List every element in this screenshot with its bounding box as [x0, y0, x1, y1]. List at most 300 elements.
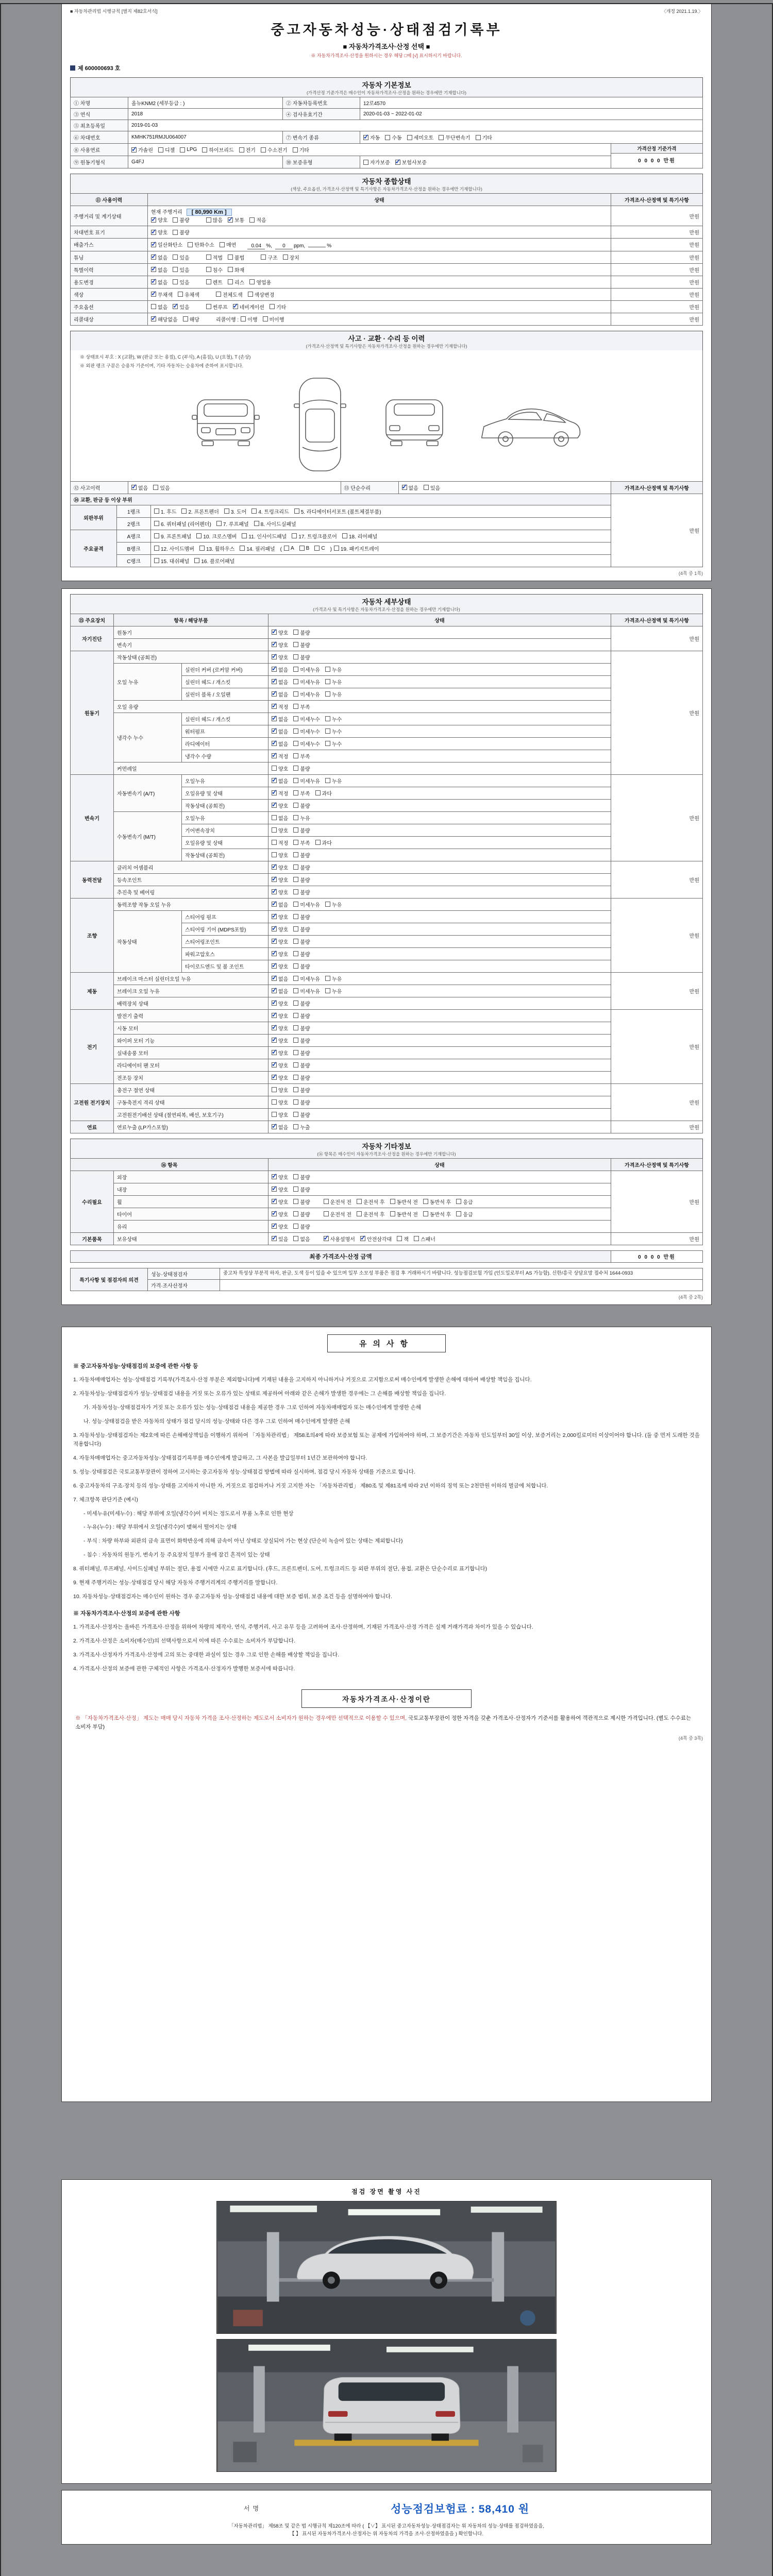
checkbox-option[interactable]	[357, 1210, 384, 1218]
checkbox-option[interactable]	[293, 863, 310, 871]
checkbox-option[interactable]	[293, 1024, 310, 1032]
checkbox-icon[interactable]	[251, 509, 257, 514]
checkbox-option[interactable]	[272, 1024, 288, 1032]
checkbox-option[interactable]	[293, 1012, 310, 1020]
checkbox-icon[interactable]	[293, 1199, 298, 1204]
checkbox-option[interactable]	[272, 1198, 288, 1206]
checkbox-option[interactable]	[293, 851, 310, 859]
checkbox-option[interactable]	[151, 291, 173, 298]
checkbox-icon[interactable]	[293, 642, 298, 647]
checkbox-checked-icon[interactable]	[131, 485, 137, 490]
checkbox-icon[interactable]	[325, 778, 330, 783]
checkbox-option[interactable]	[293, 802, 310, 809]
checkbox-icon[interactable]	[293, 815, 298, 820]
checkbox-checked-icon[interactable]	[402, 485, 407, 490]
checkbox-option[interactable]	[293, 653, 310, 661]
checkbox-checked-icon[interactable]	[272, 963, 277, 969]
checkbox-icon[interactable]	[206, 304, 211, 309]
checkbox-option[interactable]	[293, 826, 310, 834]
checkbox-option[interactable]	[272, 826, 288, 834]
checkbox-option[interactable]	[395, 158, 427, 166]
checkbox-icon[interactable]	[293, 679, 298, 684]
checkbox-icon[interactable]	[293, 1038, 298, 1043]
checkbox-icon[interactable]	[272, 1112, 277, 1117]
checkbox-icon[interactable]	[293, 840, 298, 845]
checkbox-option[interactable]	[261, 146, 288, 154]
checkbox-option[interactable]	[293, 1223, 310, 1230]
checkbox-checked-icon[interactable]	[272, 1062, 277, 1067]
checkbox-option[interactable]	[131, 146, 153, 154]
checkbox-checked-icon[interactable]	[151, 242, 156, 247]
checkbox-icon[interactable]	[293, 963, 298, 969]
checkbox-option[interactable]	[228, 216, 244, 224]
checkbox-icon[interactable]	[293, 741, 298, 746]
checkbox-icon[interactable]	[242, 533, 247, 538]
checkbox-checked-icon[interactable]	[151, 217, 156, 223]
checkbox-option[interactable]	[272, 789, 288, 797]
checkbox-checked-icon[interactable]	[272, 778, 277, 783]
checkbox-icon[interactable]	[325, 741, 330, 746]
checkbox-option[interactable]	[325, 777, 342, 785]
checkbox-option[interactable]	[293, 629, 310, 636]
checkbox-icon[interactable]	[206, 217, 211, 223]
checkbox-option[interactable]	[261, 253, 277, 261]
checkbox-icon[interactable]	[178, 292, 183, 297]
checkbox-option[interactable]	[293, 901, 320, 908]
checkbox-icon[interactable]	[202, 147, 207, 152]
checkbox-icon[interactable]	[342, 533, 347, 538]
checkbox-option[interactable]	[272, 777, 288, 785]
checkbox-icon[interactable]	[154, 533, 159, 538]
checkbox-option[interactable]	[178, 291, 199, 298]
checkbox-option[interactable]	[188, 241, 214, 248]
checkbox-option[interactable]	[180, 147, 197, 152]
checkbox-option[interactable]	[272, 876, 288, 884]
checkbox-option[interactable]	[390, 1210, 418, 1218]
checkbox-icon[interactable]	[293, 902, 298, 907]
checkbox-option[interactable]	[272, 1037, 288, 1044]
checkbox-checked-icon[interactable]	[272, 926, 277, 931]
checkbox-option[interactable]	[293, 777, 320, 785]
checkbox-option[interactable]	[315, 839, 332, 846]
checkbox-icon[interactable]	[173, 267, 178, 272]
checkbox-icon[interactable]	[423, 1199, 428, 1204]
checkbox-icon[interactable]	[357, 1199, 362, 1204]
checkbox-icon[interactable]	[293, 630, 298, 635]
checkbox-option[interactable]	[293, 641, 310, 649]
checkbox-option[interactable]	[228, 253, 244, 261]
checkbox-option[interactable]	[293, 913, 310, 921]
checkbox-checked-icon[interactable]	[272, 630, 277, 635]
checkbox-icon[interactable]	[272, 840, 277, 845]
checkbox-icon[interactable]	[272, 827, 277, 833]
checkbox-option[interactable]	[272, 727, 288, 735]
checkbox-icon[interactable]	[293, 1001, 298, 1006]
checkbox-icon[interactable]	[183, 316, 188, 321]
checkbox-option[interactable]	[272, 1111, 288, 1118]
checkbox-icon[interactable]	[154, 546, 159, 551]
checkbox-checked-icon[interactable]	[272, 1124, 277, 1129]
checkbox-option[interactable]	[293, 1049, 310, 1057]
checkbox-option[interactable]	[263, 315, 284, 323]
checkbox-checked-icon[interactable]	[151, 267, 156, 272]
checkbox-option[interactable]	[283, 253, 299, 261]
checkbox-option[interactable]	[314, 546, 325, 551]
checkbox-option[interactable]	[293, 1198, 310, 1206]
checkbox-icon[interactable]	[248, 292, 253, 297]
checkbox-icon[interactable]	[293, 1099, 298, 1105]
checkbox-icon[interactable]	[241, 316, 246, 321]
checkbox-icon[interactable]	[181, 509, 187, 514]
checkbox-icon[interactable]	[294, 509, 299, 514]
checkbox-option[interactable]	[173, 216, 189, 224]
checkbox-option[interactable]	[293, 666, 320, 673]
checkbox-option[interactable]	[272, 1012, 288, 1020]
checkbox-option[interactable]	[220, 241, 236, 248]
checkbox-icon[interactable]	[315, 790, 321, 795]
checkbox-checked-icon[interactable]	[272, 877, 277, 882]
checkbox-option[interactable]	[151, 278, 167, 286]
checkbox-checked-icon[interactable]	[272, 1013, 277, 1018]
checkbox-checked-icon[interactable]	[151, 230, 156, 235]
checkbox-checked-icon[interactable]	[272, 976, 277, 981]
checkbox-icon[interactable]	[390, 1211, 395, 1216]
checkbox-option[interactable]	[173, 278, 189, 286]
checkbox-option[interactable]	[173, 253, 189, 261]
checkbox-option[interactable]	[293, 999, 310, 1007]
checkbox-option[interactable]	[154, 507, 176, 515]
checkbox-option[interactable]	[293, 1123, 310, 1131]
checkbox-icon[interactable]	[261, 147, 266, 152]
checkbox-option[interactable]	[293, 1185, 310, 1193]
checkbox-icon[interactable]	[272, 766, 277, 771]
checkbox-icon[interactable]	[263, 316, 268, 321]
checkbox-option[interactable]	[439, 133, 470, 141]
checkbox-option[interactable]	[272, 765, 288, 772]
checkbox-option[interactable]	[248, 291, 275, 298]
checkbox-icon[interactable]	[158, 147, 163, 152]
checkbox-checked-icon[interactable]	[272, 654, 277, 659]
checkbox-icon[interactable]	[476, 135, 481, 140]
checkbox-option[interactable]	[154, 557, 189, 565]
checkbox-option[interactable]	[272, 752, 288, 760]
checkbox-icon[interactable]	[324, 1211, 329, 1216]
checkbox-option[interactable]	[293, 703, 310, 710]
checkbox-option[interactable]	[151, 315, 178, 323]
checkbox-icon[interactable]	[390, 1199, 395, 1204]
checkbox-option[interactable]	[206, 278, 223, 286]
checkbox-checked-icon[interactable]	[272, 988, 277, 993]
checkbox-option[interactable]	[294, 507, 381, 515]
checkbox-option[interactable]	[272, 1235, 288, 1243]
checkbox-option[interactable]	[293, 987, 320, 995]
checkbox-icon[interactable]	[407, 135, 412, 140]
checkbox-checked-icon[interactable]	[272, 939, 277, 944]
checkbox-option[interactable]	[293, 1111, 310, 1118]
checkbox-icon[interactable]	[293, 728, 298, 734]
checkbox-option[interactable]	[293, 938, 310, 945]
checkbox-checked-icon[interactable]	[272, 1211, 277, 1216]
checkbox-icon[interactable]	[357, 1211, 362, 1216]
checkbox-option[interactable]	[334, 545, 379, 552]
checkbox-option[interactable]	[216, 520, 249, 528]
checkbox-checked-icon[interactable]	[272, 865, 277, 870]
checkbox-icon[interactable]	[173, 230, 178, 235]
checkbox-option[interactable]	[151, 228, 167, 236]
checkbox-icon[interactable]	[153, 485, 158, 490]
checkbox-option[interactable]	[181, 507, 219, 515]
checkbox-option[interactable]	[272, 666, 288, 673]
checkbox-option[interactable]	[272, 802, 288, 809]
checkbox-icon[interactable]	[224, 509, 229, 514]
checkbox-option[interactable]	[325, 740, 342, 748]
checkbox-icon[interactable]	[325, 667, 330, 672]
checkbox-icon[interactable]	[283, 255, 288, 260]
checkbox-option[interactable]	[131, 484, 148, 492]
checkbox-icon[interactable]	[180, 147, 185, 152]
checkbox-option[interactable]	[293, 765, 310, 772]
checkbox-option[interactable]	[272, 1185, 288, 1193]
checkbox-checked-icon[interactable]	[272, 728, 277, 734]
checkbox-option[interactable]	[272, 987, 288, 995]
checkbox-option[interactable]	[272, 1223, 288, 1230]
checkbox-option[interactable]	[228, 278, 244, 286]
checkbox-icon[interactable]	[173, 255, 178, 260]
checkbox-icon[interactable]	[254, 521, 259, 526]
checkbox-option[interactable]	[254, 520, 296, 528]
checkbox-icon[interactable]	[293, 1124, 298, 1129]
checkbox-icon[interactable]	[293, 877, 298, 882]
checkbox-icon[interactable]	[325, 728, 330, 734]
checkbox-option[interactable]	[325, 727, 342, 735]
checkbox-option[interactable]	[272, 1086, 288, 1094]
checkbox-icon[interactable]	[199, 546, 205, 551]
checkbox-icon[interactable]	[293, 939, 298, 944]
checkbox-option[interactable]	[272, 888, 288, 896]
checkbox-icon[interactable]	[293, 914, 298, 919]
checkbox-option[interactable]	[154, 520, 211, 528]
checkbox-icon[interactable]	[206, 255, 211, 260]
checkbox-checked-icon[interactable]	[272, 704, 277, 709]
checkbox-option[interactable]	[272, 999, 288, 1007]
checkbox-checked-icon[interactable]	[173, 304, 178, 309]
checkbox-checked-icon[interactable]	[272, 914, 277, 919]
checkbox-icon[interactable]	[315, 840, 321, 845]
checkbox-option[interactable]	[173, 228, 189, 236]
checkbox-icon[interactable]	[293, 1013, 298, 1018]
checkbox-option[interactable]	[206, 266, 223, 274]
checkbox-icon[interactable]	[292, 533, 297, 538]
checkbox-checked-icon[interactable]	[272, 1224, 277, 1229]
checkbox-option[interactable]	[324, 1210, 351, 1218]
checkbox-checked-icon[interactable]	[272, 1187, 277, 1192]
checkbox-option[interactable]	[293, 1173, 310, 1181]
checkbox-option[interactable]	[206, 216, 223, 224]
checkbox-icon[interactable]	[293, 1087, 298, 1092]
checkbox-icon[interactable]	[325, 716, 330, 721]
checkbox-icon[interactable]	[228, 255, 233, 260]
checkbox-option[interactable]	[272, 641, 288, 649]
checkbox-option[interactable]	[292, 532, 337, 540]
checkbox-option[interactable]	[272, 1098, 288, 1106]
checkbox-checked-icon[interactable]	[272, 790, 277, 795]
checkbox-icon[interactable]	[314, 546, 320, 551]
checkbox-checked-icon[interactable]	[272, 803, 277, 808]
checkbox-checked-icon[interactable]	[272, 1050, 277, 1055]
checkbox-option[interactable]	[173, 266, 189, 274]
checkbox-checked-icon[interactable]	[272, 1038, 277, 1043]
checkbox-option[interactable]	[325, 666, 342, 673]
checkbox-checked-icon[interactable]	[272, 1199, 277, 1204]
checkbox-icon[interactable]	[414, 1236, 419, 1241]
checkbox-option[interactable]	[293, 1098, 310, 1106]
checkbox-option[interactable]	[325, 690, 342, 698]
checkbox-option[interactable]	[272, 629, 288, 636]
checkbox-icon[interactable]	[456, 1199, 461, 1204]
checkbox-icon[interactable]	[293, 667, 298, 672]
checkbox-option[interactable]	[272, 839, 288, 846]
checkbox-option[interactable]	[293, 839, 310, 846]
checkbox-icon[interactable]	[293, 827, 298, 833]
checkbox-option[interactable]	[272, 863, 288, 871]
checkbox-option[interactable]	[402, 484, 418, 492]
checkbox-checked-icon[interactable]	[324, 1236, 329, 1241]
checkbox-option[interactable]	[324, 1235, 355, 1243]
checkbox-icon[interactable]	[154, 558, 159, 563]
checkbox-option[interactable]	[293, 678, 320, 686]
checkbox-option[interactable]	[293, 1086, 310, 1094]
checkbox-checked-icon[interactable]	[233, 304, 238, 309]
checkbox-icon[interactable]	[334, 546, 339, 551]
checkbox-icon[interactable]	[293, 926, 298, 931]
checkbox-option[interactable]	[293, 752, 310, 760]
checkbox-option[interactable]	[153, 484, 170, 492]
checkbox-option[interactable]	[272, 740, 288, 748]
checkbox-checked-icon[interactable]	[131, 147, 137, 152]
checkbox-icon[interactable]	[220, 242, 225, 247]
checkbox-icon[interactable]	[293, 790, 298, 795]
checkbox-checked-icon[interactable]	[151, 279, 156, 284]
checkbox-checked-icon[interactable]	[363, 135, 368, 140]
checkbox-icon[interactable]	[228, 267, 233, 272]
checkbox-option[interactable]	[183, 315, 199, 323]
checkbox-option[interactable]	[424, 484, 440, 492]
checkbox-icon[interactable]	[439, 135, 444, 140]
checkbox-option[interactable]	[206, 253, 223, 261]
checkbox-option[interactable]	[196, 532, 237, 540]
checkbox-option[interactable]	[173, 303, 189, 311]
checkbox-icon[interactable]	[293, 1211, 298, 1216]
checkbox-option[interactable]	[414, 1235, 435, 1243]
checkbox-option[interactable]	[324, 1198, 351, 1206]
checkbox-icon[interactable]	[293, 852, 298, 857]
checkbox-option[interactable]	[423, 1198, 451, 1206]
checkbox-option[interactable]	[293, 962, 310, 970]
checkbox-checked-icon[interactable]	[151, 316, 156, 321]
checkbox-checked-icon[interactable]	[272, 642, 277, 647]
checkbox-icon[interactable]	[293, 766, 298, 771]
checkbox-icon[interactable]	[293, 1236, 298, 1241]
checkbox-option[interactable]	[293, 975, 320, 982]
checkbox-icon[interactable]	[293, 1224, 298, 1229]
checkbox-option[interactable]	[293, 740, 320, 748]
checkbox-icon[interactable]	[272, 1099, 277, 1105]
checkbox-icon[interactable]	[293, 951, 298, 956]
checkbox-option[interactable]	[272, 851, 288, 859]
checkbox-option[interactable]	[249, 278, 271, 286]
checkbox-icon[interactable]	[293, 1187, 298, 1192]
checkbox-icon[interactable]	[293, 691, 298, 697]
checkbox-option[interactable]	[325, 975, 342, 982]
checkbox-option[interactable]	[325, 678, 342, 686]
checkbox-icon[interactable]	[424, 485, 429, 490]
checkbox-icon[interactable]	[228, 279, 233, 284]
checkbox-icon[interactable]	[325, 679, 330, 684]
checkbox-option[interactable]	[407, 133, 434, 141]
checkbox-option[interactable]	[293, 789, 310, 797]
checkbox-option[interactable]	[224, 507, 246, 515]
checkbox-option[interactable]	[272, 913, 288, 921]
checkbox-option[interactable]	[293, 715, 320, 723]
checkbox-option[interactable]	[272, 1061, 288, 1069]
checkbox-icon[interactable]	[196, 533, 201, 538]
checkbox-option[interactable]	[293, 1210, 310, 1218]
checkbox-option[interactable]	[272, 1049, 288, 1057]
checkbox-checked-icon[interactable]	[272, 1236, 277, 1241]
checkbox-icon[interactable]	[325, 902, 330, 907]
checkbox-option[interactable]	[272, 715, 288, 723]
checkbox-icon[interactable]	[423, 1211, 428, 1216]
checkbox-option[interactable]	[272, 1123, 288, 1131]
checkbox-icon[interactable]	[293, 1025, 298, 1030]
checkbox-icon[interactable]	[249, 279, 255, 284]
checkbox-icon[interactable]	[325, 976, 330, 981]
checkbox-option[interactable]	[202, 146, 233, 154]
checkbox-option[interactable]	[293, 925, 310, 933]
checkbox-option[interactable]	[293, 1235, 310, 1243]
checkbox-icon[interactable]	[293, 778, 298, 783]
checkbox-option[interactable]	[293, 814, 310, 822]
checkbox-icon[interactable]	[293, 976, 298, 981]
checkbox-option[interactable]	[151, 216, 167, 224]
checkbox-icon[interactable]	[299, 546, 305, 551]
checkbox-option[interactable]	[293, 690, 320, 698]
checkbox-icon[interactable]	[272, 852, 277, 857]
checkbox-icon[interactable]	[293, 803, 298, 808]
checkbox-icon[interactable]	[188, 242, 193, 247]
checkbox-option[interactable]	[456, 1198, 473, 1206]
checkbox-checked-icon[interactable]	[272, 667, 277, 672]
checkbox-option[interactable]	[154, 532, 191, 540]
checkbox-option[interactable]	[249, 216, 266, 224]
checkbox-icon[interactable]	[293, 1075, 298, 1080]
checkbox-option[interactable]	[151, 253, 167, 261]
checkbox-icon[interactable]	[293, 704, 298, 709]
checkbox-option[interactable]	[363, 158, 390, 166]
checkbox-icon[interactable]	[293, 753, 298, 758]
checkbox-icon[interactable]	[293, 865, 298, 870]
checkbox-option[interactable]	[251, 507, 289, 515]
checkbox-checked-icon[interactable]	[272, 902, 277, 907]
checkbox-checked-icon[interactable]	[151, 255, 156, 260]
checkbox-icon[interactable]	[249, 217, 255, 223]
checkbox-option[interactable]	[363, 133, 380, 141]
checkbox-option[interactable]	[293, 876, 310, 884]
checkbox-option[interactable]	[293, 146, 309, 154]
checkbox-icon[interactable]	[363, 160, 368, 165]
checkbox-icon[interactable]	[151, 304, 156, 309]
checkbox-option[interactable]	[272, 1173, 288, 1181]
